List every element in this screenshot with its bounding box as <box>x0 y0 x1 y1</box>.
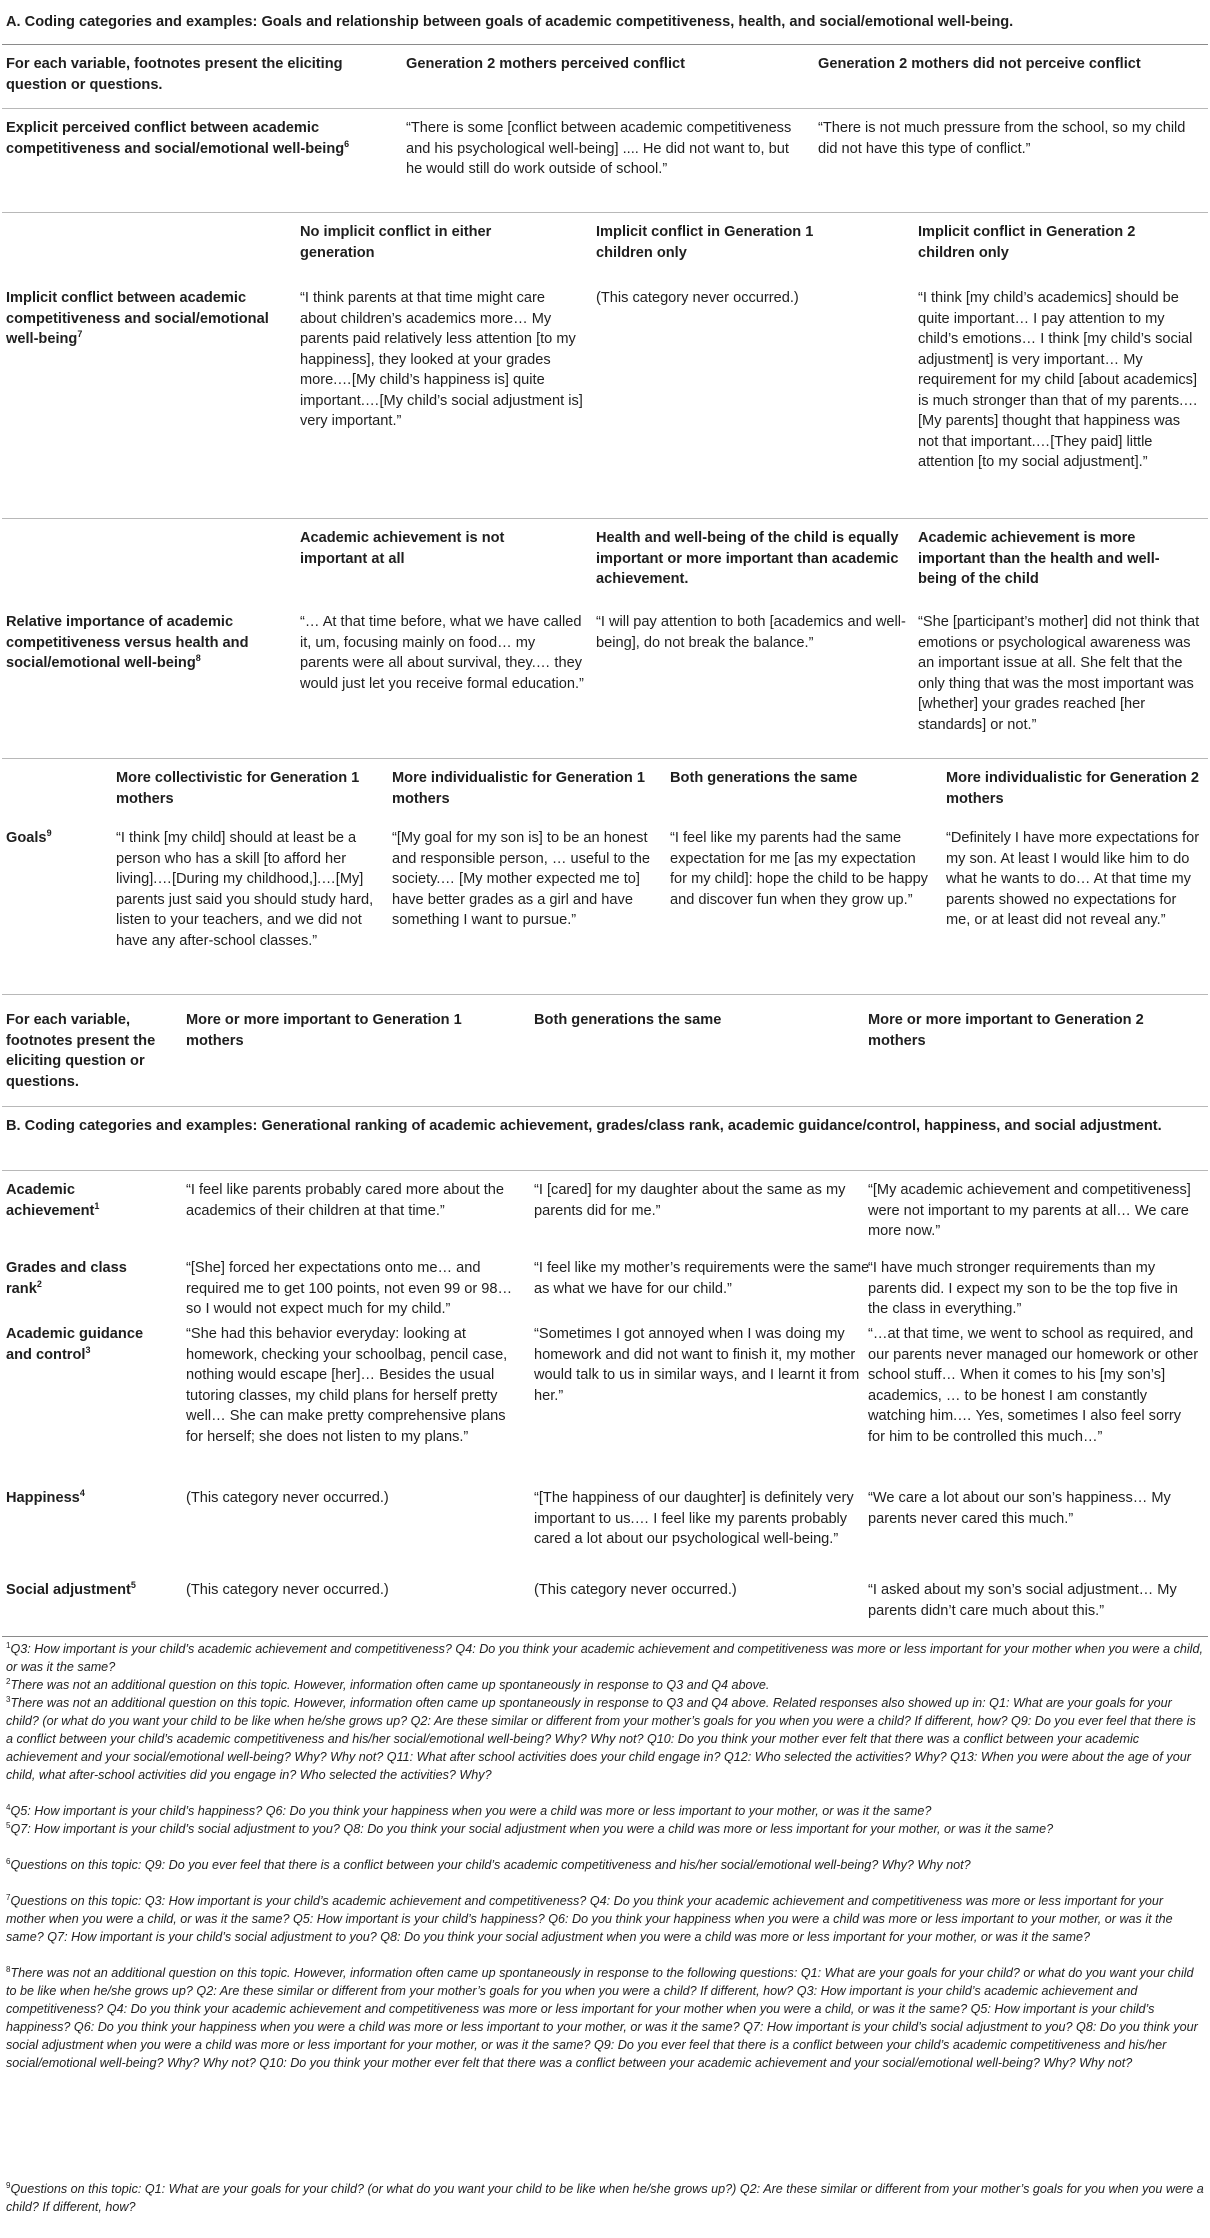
header-implicit-conflict-g2: Implicit conflict in Generation 2 children only <box>918 224 1136 261</box>
row-label-academic-achievement: Academic achievement$^1$ <box>6 1182 100 1219</box>
quote-goals-collectivistic-g1: “I think [my child] should at least be a person who has a skill [to afford her living].…[During my childhood,].…[My] parents just said you should study hard, listen to your teachers, and we did not have any after-school classes.” <box>116 830 374 949</box>
footnote-8: $^8$There was not an additional question on this topic. However, information often came up spontaneously in response to the following questions: Q1: What are your goals for your child? or what do you want your child to be like when he/she grows up? Q2: Are these similar or different from your mother’s goals for you when you were a child? If different, how? Q3: How important is your child’s academic achievement and competitiveness? Q4: Do you think your academic achievement and competitiveness was more or less important for your mother when you were a child, or was it the same? Q5: How important is your child’s happiness? Q6: Do you think your happiness when you were a child was more or less important to your mother, or was it the same? Q7: How important is your child’s social adjustment to you? Q8: Do you think your social adjustment when you were a child was more or less important for your mother, or was it the same? Q9: Do you ever feel that there is a conflict between your child’s academic competitiveness and his/her social/emotional well-being? Why? Why not? Q10: Do you think your mother ever felt that there was a conflict between your academic achievement and your social/emotional well-being? Why? Why not? <box>6 1964 1198 2070</box>
quote-goals-individualistic-g1: “[My goal for my son is] to be an honest and responsible person, … useful to the society.… [My mother expected me to] have better grades as a girl and have something I want to pursue.” <box>392 830 650 928</box>
quote-explicit-conflict-not-perceived: “There is not much pressure from the school, so my child did not have this type of conflict.” <box>818 120 1186 157</box>
quote-implicit-g2: “I think [my child’s academics] should be quite important… I pay attention to my child’s emotions… I think [my child’s social adjustment] is very important… My requirement for my child [about academics] is much stronger than that of my parents.…[My parents] thought that happiness was not that important.…[They paid] little attention [to my social adjustment].” <box>918 290 1198 470</box>
row-label-explicit-conflict: Explicit perceived conflict between academic competitiveness and social/emotional well-being$^6$ <box>6 120 350 157</box>
quote-goals-individualistic-g2: “Definitely I have more expectations for my son. At least I would like him to do what he wants to do… At that time my parents showed no expectations for me, or at least did not reveal any.” <box>946 830 1200 928</box>
quote-grades-g2: “I have much stronger requirements than my parents did. I expect my son to be the top five in the class in everything.” <box>868 1260 1178 1317</box>
quote-social-g1: (This category never occurred.) <box>186 1582 389 1598</box>
footnote-4: $^4$Q5: How important is your child’s happiness? Q6: Do you think your happiness when you were a child was more or less important to your mother, or was it the same? <box>6 1802 932 1818</box>
row-label-social-adjustment: Social adjustment$^5$ <box>6 1580 136 1598</box>
section-a-title: A. Coding categories and examples: Goals and relationship between goals of academic competitiveness, health, and social/emotional well-being. <box>6 14 1014 30</box>
row-label-academic-guidance: Academic guidance and control$^3$ <box>6 1326 144 1363</box>
header-b-same: Both generations the same <box>534 1012 722 1028</box>
quote-relative-balance: “I will pay attention to both [academics and well-being], do not break the balance.” <box>596 614 906 651</box>
quote-guidance-g1: “She had this behavior everyday: looking at homework, checking your schoolbag, pencil case, nothing would escape [her]… Besides the usual tutoring classes, my child plans for herself pretty well… She can make pretty comprehensive plans for herself; she does not listen to my plans.” <box>186 1326 508 1445</box>
quote-goals-same: “I feel like my parents had the same expectation for me [as my expectation for my child]: hope the child to be happy and discover fun when they grow up.” <box>670 830 928 908</box>
quote-relative-not-important: “… At that time before, what we have called it, um, focusing mainly on food… my parents were all about survival, they.… they would just let you receive formal education.” <box>300 614 584 692</box>
quote-academic-achievement-same: “I [cared] for my daughter about the same as my parents did for me.” <box>534 1182 846 1219</box>
row-label-goals: Goals$^9$ <box>6 828 52 846</box>
quote-academic-achievement-g1: “I feel like parents probably cared more about the academics of their children at that time.” <box>186 1182 504 1219</box>
section-b-title: B. Coding categories and examples: Generational ranking of academic achievement, grades/class rank, academic guidance/control, happiness, and social adjustment. <box>6 1118 1162 1134</box>
footnote-5: $^5$Q7: How important is your child’s social adjustment to you? Q8: Do you think your social adjustment when you were a child was more or less important for your mother, or was it the same? <box>6 1820 1054 1836</box>
header-b-more-g2: More or more important to Generation 2 mothers <box>868 1012 1144 1049</box>
quote-relative-academic-more: “She [participant’s mother] did not think that emotions or psychological awareness was an important issue at all. She felt that the only thing that was the most important was [whether] your grades reached [her standards] or not.” <box>918 614 1200 733</box>
header-g2-perceived-conflict: Generation 2 mothers perceived conflict <box>406 56 685 72</box>
quote-explicit-conflict-perceived: “There is some [conflict between academic competitiveness and his psychological well-being] .... He did not want to, but he would still do work outside of school.” <box>406 120 792 177</box>
footnote-9: $^9$Questions on this topic: Q1: What are your goals for your child? (or what do you want your child to be like when he/she grows up?) Q2: Are these similar or different from your mother’s goals for you when you were a child? If different, how? <box>6 2180 1204 2214</box>
header-b-more-g1: More or more important to Generation 1 mothers <box>186 1012 462 1049</box>
header-wellbeing-equal-or-more: Health and well-being of the child is equally important or more important than academic achievement. <box>596 530 899 587</box>
header-implicit-conflict-g1: Implicit conflict in Generation 1 children only <box>596 224 814 261</box>
row-label-grades-class-rank: Grades and class rank$^2$ <box>6 1260 127 1297</box>
quote-social-same: (This category never occurred.) <box>534 1582 737 1598</box>
header-no-implicit-conflict: No implicit conflict in either generation <box>300 224 492 261</box>
header-same-generations: Both generations the same <box>670 770 858 786</box>
header-individualistic-g1: More individualistic for Generation 1 mothers <box>392 770 646 807</box>
header-left-note: For each variable, footnotes present the eliciting question or questions. <box>6 56 343 93</box>
footnote-1: $^1$Q3: How important is your child’s academic achievement and competitiveness? Q4: Do you think your academic achievement and competitiveness was more or less important for your mother when you were a child, or was it the same? <box>6 1640 1203 1674</box>
row-label-happiness: Happiness$^4$ <box>6 1488 85 1506</box>
header-academic-more-important: Academic achievement is more important than the health and well-being of the child <box>918 530 1160 587</box>
header-g2-no-perceived-conflict: Generation 2 mothers did not perceive conflict <box>818 56 1141 72</box>
quote-implicit-none: “I think parents at that time might care about children’s academics more… My parents paid relatively less attention [to my happiness], they looked at your grades more.…[My child’s happiness is] quite important.…[My child’s social adjustment is] very important.” <box>300 290 583 429</box>
quote-happiness-g2: “We care a lot about our son’s happiness… My parents never cared this much.” <box>868 1490 1171 1527</box>
quote-grades-g1: “[She] forced her expectations onto me… and required me to get 100 points, not even 99 or 98… so I would not expect much for my child.” <box>186 1260 513 1317</box>
row-label-relative-importance: Relative importance of academic competitiveness versus health and social/emotional well-being$^8$ <box>6 614 249 671</box>
footnote-3: $^3$There was not an additional question on this topic. However, information often came up spontaneously in response to Q3 and Q4 above. Related responses also showed up in: Q1: What are your goals for your child? (or what do you want your child to be like when he/she grows up? Q2: Are these similar or different from your mother’s goals for you when you were a child? If different, how? Q9: Do you ever feel that there is a conflict between your child’s academic competitiveness and his/her social/emotional well-being? Why? Why not? Q10: Do you think your mother ever felt that there was a conflict between your academic achievement and your social/emotional well-being? Why? Why not? Q11: What after school activities does your child engage in? Q12: Who selected the activities? Why? Q13: When you were about the age of your child, what after-school activities did you engage in? Who selected the activities? Why? <box>6 1694 1196 1782</box>
quote-happiness-same: “[The happiness of our daughter] is definitely very important to us.… I feel like my parents probably cared a lot about our psychological well-being.” <box>534 1490 854 1547</box>
quote-implicit-g1: (This category never occurred.) <box>596 290 799 306</box>
header-academic-not-important: Academic achievement is not important at all <box>300 530 505 567</box>
quote-guidance-g2: “…at that time, we went to school as required, and our parents never managed our homework or other school stuff… When it comes to his [my son’s] academics, … to be honest I am constantly watching him.… Yes, sometimes I also feel sorry for him to be controlled this much…” <box>868 1326 1199 1445</box>
quote-grades-same: “I feel like my mother’s requirements were the same as what we have for our child.” <box>534 1260 870 1297</box>
quote-happiness-g1: (This category never occurred.) <box>186 1490 389 1506</box>
header-individualistic-g2: More individualistic for Generation 2 mothers <box>946 770 1200 807</box>
footnote-2: $^2$There was not an additional question on this topic. However, information often came up spontaneously in response to Q3 and Q4 above. <box>6 1676 770 1692</box>
quote-guidance-same: “Sometimes I got annoyed when I was doing my homework and did not want to finish it, my mother would talk to us in similar ways, and I learnt it from her.” <box>534 1326 860 1404</box>
header-collectivistic-g1: More collectivistic for Generation 1 mothers <box>116 770 360 807</box>
footnote-7: $^7$Questions on this topic: Q3: How important is your child’s academic achievement and competitiveness? Q4: Do you think your academic achievement and competitiveness was more or less important for your mother when you were a child, or was it the same? Q5: How important is your child’s happiness? Q6: Do you think your happiness when you were a child was more or less important to your mother, or was it the same? Q7: How important is your child’s social adjustment to you? Q8: Do you think your social adjustment when you were a child was more or less important for your mother, or was it the same? <box>6 1892 1173 1944</box>
footnote-6: $^6$Questions on this topic: Q9: Do you ever feel that there is a conflict between your child’s academic competitiveness and his/her social/emotional well-being? Why? Why not? <box>6 1856 971 1872</box>
row-label-implicit-conflict: Implicit conflict between academic competitiveness and social/emotional well-being$^7$ <box>6 290 269 347</box>
quote-social-g2: “I asked about my son’s social adjustment… My parents didn’t care much about this.” <box>868 1582 1177 1619</box>
quote-academic-achievement-g2: “[My academic achievement and competitiveness] were not important to my parents at all… We care more now.” <box>868 1182 1191 1239</box>
section-b-left-note: For each variable, footnotes present the eliciting question or questions. <box>6 1012 156 1090</box>
